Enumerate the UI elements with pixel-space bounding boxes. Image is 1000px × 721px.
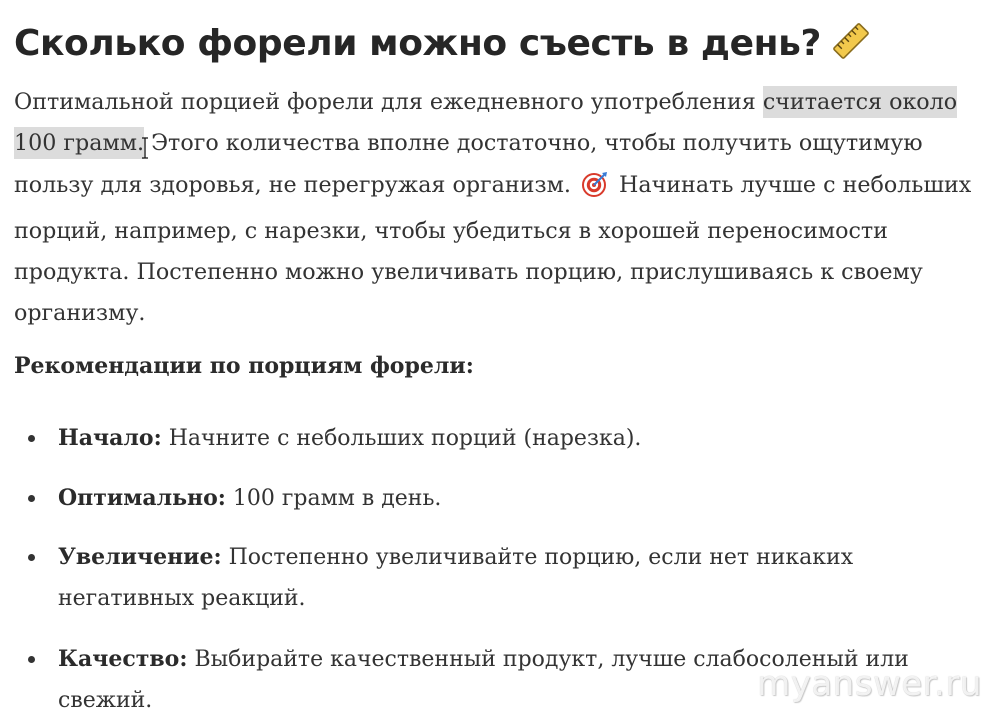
list-item-text: Постепенно увеличивайте порцию, если нет никаких негативных реакций. (58, 545, 854, 611)
list-item-text: 100 грамм в день. (225, 486, 442, 511)
bullet-icon (28, 554, 35, 561)
ruler-icon (831, 21, 871, 76)
list-item-term: Начало: (58, 425, 162, 451)
bullet-icon (28, 495, 35, 502)
list-item-term: Качество: (58, 646, 188, 672)
list-item-term: Оптимально: (58, 485, 226, 511)
intro-text-1: Оптимальной порцией форели для ежедневного употребления (14, 89, 763, 115)
list-item-term: Увеличение: (58, 544, 222, 570)
title-text: Сколько форели можно съесть в день? (14, 23, 821, 64)
intro-paragraph (14, 82, 994, 335)
intro-text-3: Начинать лучше с небольших порций, например, с нарезки, чтобы убедиться в хорошей переносимости продукта. Постепенно можно увеличивать порцию, прислушиваясь к своему организму. (14, 171, 972, 327)
list-item-text: Выбирайте качественный продукт, лучше слабосоленый или свежий. (58, 647, 909, 713)
list-item (14, 418, 974, 459)
bullet-icon (28, 435, 35, 442)
list-item-text: Начните с небольших порций (нарезка). (161, 426, 642, 451)
watermark: myanswer.ru (757, 664, 982, 704)
recommendations-heading: Рекомендации по порциям форели: (14, 353, 474, 379)
article-title (14, 18, 871, 76)
intro-text-2: Этого количества вполне достаточно, чтобы получить ощутимую пользу для здоровья, не перегружая организм. (14, 130, 923, 198)
bullet-icon (28, 656, 35, 663)
list-item (14, 537, 974, 619)
highlighted-text[interactable]: считается около 100 грамм. (14, 86, 957, 159)
target-icon (582, 170, 608, 211)
list-item (14, 478, 974, 519)
